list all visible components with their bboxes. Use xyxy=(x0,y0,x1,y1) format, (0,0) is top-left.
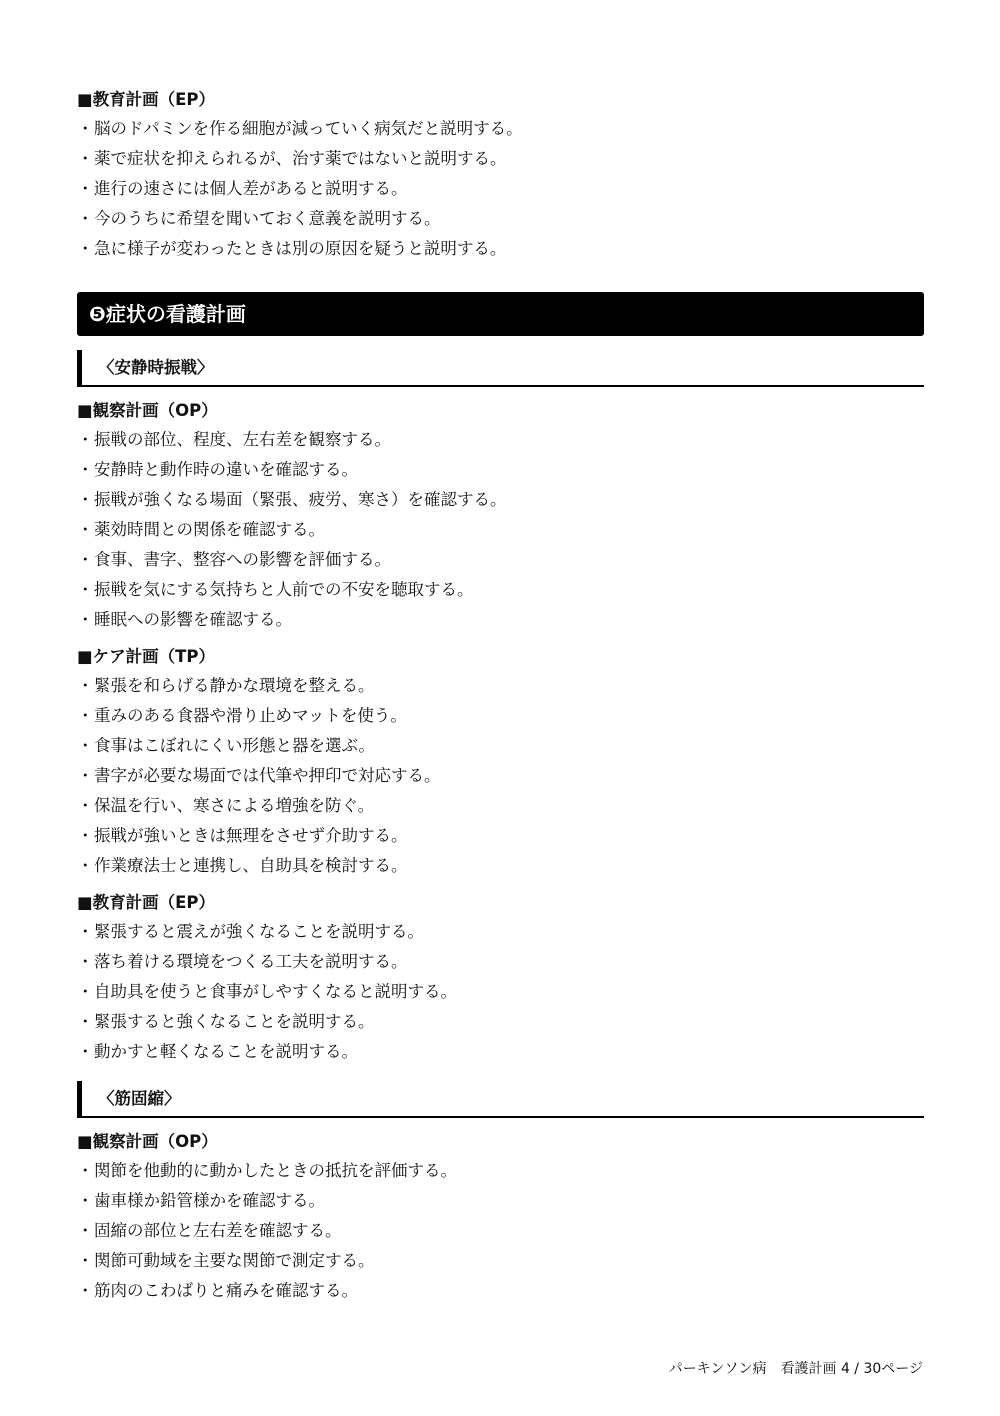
bullet-mark: ・ xyxy=(77,922,94,941)
section-header: ❺症状の看護計画 xyxy=(77,292,924,336)
bullet-mark: ・ xyxy=(77,952,94,971)
bullet-mark: ・ xyxy=(77,1281,94,1300)
list-item: ・落ち着ける環境をつくる工夫を説明する。 xyxy=(77,947,924,977)
bullet-mark: ・ xyxy=(77,520,94,539)
document-page xyxy=(77,86,924,1306)
list-item: ・保温を行い、寒さによる増強を防ぐ。 xyxy=(77,791,924,821)
list-item: ・進行の速さには個人差があると説明する。 xyxy=(77,174,924,204)
bullet-mark: ・ xyxy=(77,766,94,785)
bullet-mark: ・ xyxy=(77,706,94,725)
bullet-mark: ・ xyxy=(77,676,94,695)
bullet-mark: ・ xyxy=(77,550,94,569)
observation-plan-heading: ■観察計画（OP） xyxy=(77,1132,218,1151)
bullet-mark: ・ xyxy=(77,490,94,509)
education-plan-list xyxy=(77,114,924,264)
bullet-mark: ・ xyxy=(77,736,94,755)
observation-plan-heading: ■観察計画（OP） xyxy=(77,401,218,420)
bullet-mark: ・ xyxy=(77,119,94,138)
bullet-mark: ・ xyxy=(77,1161,94,1180)
page-footer xyxy=(669,1358,923,1378)
list-item: ・作業療法士と連携し、自助具を検討する。 xyxy=(77,851,924,881)
list-item: ・振戦が強くなる場面（緊張、疲労、寒さ）を確認する。 xyxy=(77,485,924,515)
list-item: ・急に様子が変わったときは別の原因を疑うと説明する。 xyxy=(77,234,924,264)
list-item: ・今のうちに希望を聞いておく意義を説明する。 xyxy=(77,204,924,234)
list-item: ・関節可動域を主要な関節で測定する。 xyxy=(77,1246,924,1276)
bullet-mark: ・ xyxy=(77,430,94,449)
list-item: ・歯車様か鉛管様かを確認する。 xyxy=(77,1186,924,1216)
bullet-mark: ・ xyxy=(77,856,94,875)
bullet-mark: ・ xyxy=(77,1191,94,1210)
observation-plan-list xyxy=(77,1156,924,1306)
list-item: ・書字が必要な場面では代筆や押印で対応する。 xyxy=(77,761,924,791)
list-item: ・薬で症状を抑えられるが、治す薬ではないと説明する。 xyxy=(77,144,924,174)
care-plan-list xyxy=(77,671,924,881)
list-item: ・関節を他動的に動かしたときの抵抗を評価する。 xyxy=(77,1156,924,1186)
care-plan-heading: ■ケア計画（TP） xyxy=(77,647,215,666)
list-item: ・重みのある食器や滑り止めマットを使う。 xyxy=(77,701,924,731)
subsection-title-tremor: 〈安静時振戦〉 xyxy=(77,350,924,387)
education-plan-heading: ■教育計画（EP） xyxy=(77,893,215,912)
subsection-title-rigidity: 〈筋固縮〉 xyxy=(77,1081,924,1118)
bullet-mark: ・ xyxy=(77,1012,94,1031)
list-item: ・食事、書字、整容への影響を評価する。 xyxy=(77,545,924,575)
page-number: 4 / 30ページ xyxy=(840,1361,923,1377)
bullet-mark: ・ xyxy=(77,179,94,198)
bullet-mark: ・ xyxy=(77,982,94,1001)
education-plan-heading: ■教育計画（EP） xyxy=(77,90,215,109)
bullet-mark: ・ xyxy=(77,826,94,845)
list-item: ・振戦が強いときは無理をさせず介助する。 xyxy=(77,821,924,851)
bullet-mark: ・ xyxy=(77,580,94,599)
bullet-mark: ・ xyxy=(77,460,94,479)
bullet-mark: ・ xyxy=(77,1251,94,1270)
bullet-mark: ・ xyxy=(77,209,94,228)
bullet-mark: ・ xyxy=(77,1042,94,1061)
bullet-mark: ・ xyxy=(77,149,94,168)
list-item: ・振戦の部位、程度、左右差を観察する。 xyxy=(77,425,924,455)
list-item: ・緊張すると震えが強くなることを説明する。 xyxy=(77,917,924,947)
observation-plan-list xyxy=(77,425,924,635)
list-item: ・薬効時間との関係を確認する。 xyxy=(77,515,924,545)
list-item: ・自助具を使うと食事がしやすくなると説明する。 xyxy=(77,977,924,1007)
list-item: ・食事はこぼれにくい形態と器を選ぶ。 xyxy=(77,731,924,761)
list-item: ・脳のドパミンを作る細胞が減っていく病気だと説明する。 xyxy=(77,114,924,144)
list-item: ・睡眠への影響を確認する。 xyxy=(77,605,924,635)
list-item: ・安静時と動作時の違いを確認する。 xyxy=(77,455,924,485)
list-item: ・緊張を和らげる静かな環境を整える。 xyxy=(77,671,924,701)
bullet-mark: ・ xyxy=(77,610,94,629)
list-item: ・緊張すると強くなることを説明する。 xyxy=(77,1007,924,1037)
list-item: ・振戦を気にする気持ちと人前での不安を聴取する。 xyxy=(77,575,924,605)
education-plan-list xyxy=(77,917,924,1067)
list-item: ・筋肉のこわばりと痛みを確認する。 xyxy=(77,1276,924,1306)
list-item: ・固縮の部位と左右差を確認する。 xyxy=(77,1216,924,1246)
bullet-mark: ・ xyxy=(77,1221,94,1240)
list-item: ・動かすと軽くなることを説明する。 xyxy=(77,1037,924,1067)
bullet-mark: ・ xyxy=(77,796,94,815)
footer-doc-title: パーキンソン病 看護計画 xyxy=(668,1361,837,1377)
bullet-mark: ・ xyxy=(77,239,94,258)
